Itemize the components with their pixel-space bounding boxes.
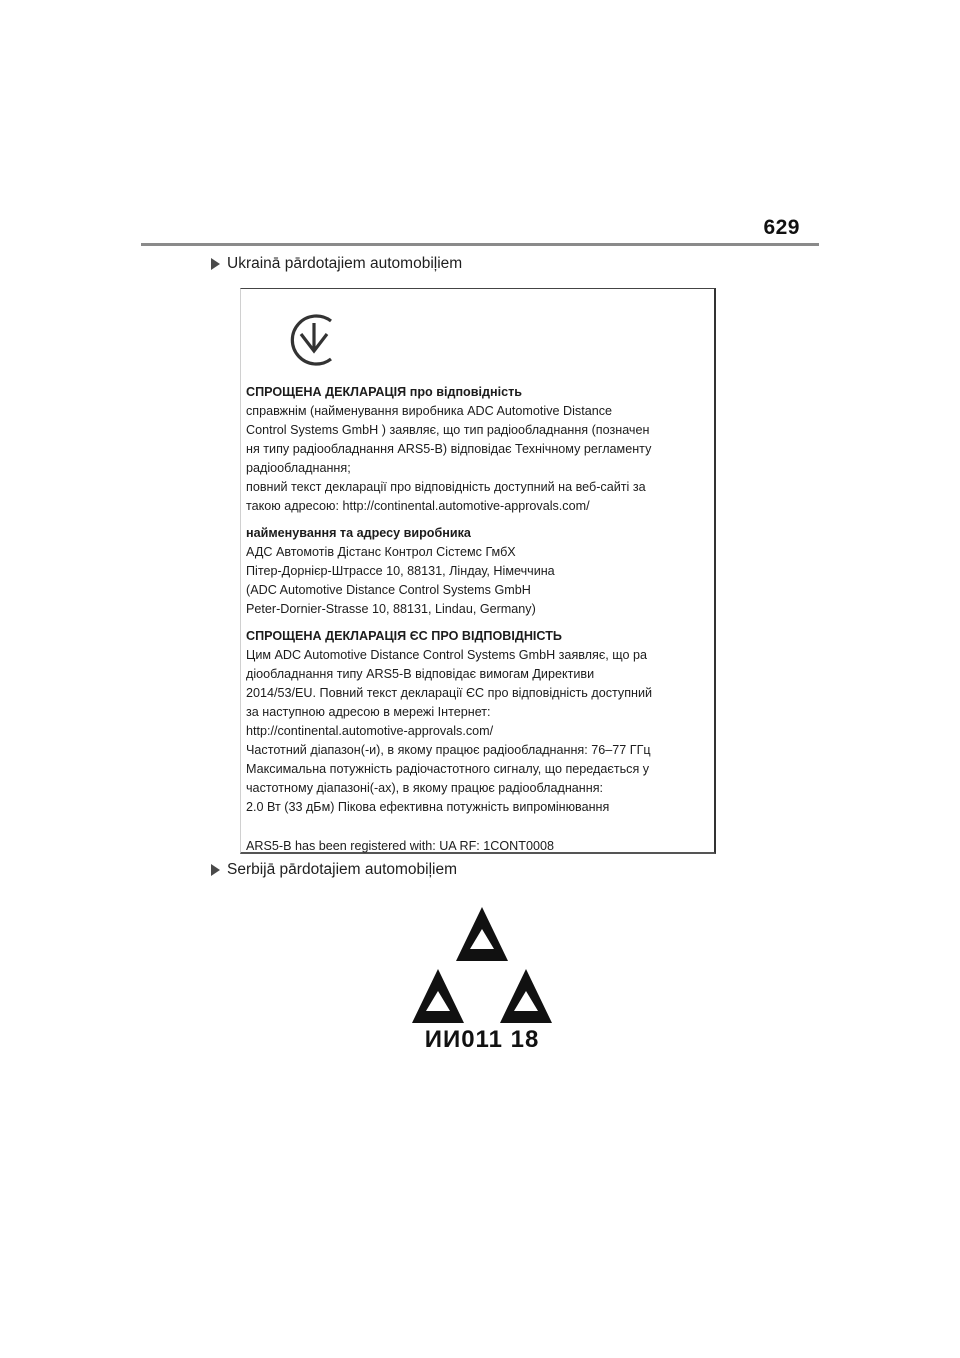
manufacturer-line: (ADC Automotive Distance Control Systems GmbH [246, 583, 531, 597]
page-number: 629 [763, 216, 800, 239]
section-heading-serbia-text: Serbijā pārdotajiem automobiļiem [227, 861, 458, 878]
declaration-line: справжнім (найменування виробника ADC Automotive Distance [246, 404, 613, 418]
section-heading-ukraine-text: Ukrainā pārdotajiem automobiļiem [227, 255, 463, 272]
declaration-box [240, 288, 716, 854]
eu-line: Максимальна потужність радіочастотного сигналу, що передається у [246, 762, 650, 776]
registration-line: ARS5-B has been registered with: UA RF: 1CONT0008 [246, 839, 554, 853]
declaration-title: СПРОЩЕНА ДЕКЛАРАЦІЯ про відповідність [246, 385, 523, 399]
declaration-line: Control Systems GmbH ) заявляє, що тип радіообладнання (позначен [246, 423, 650, 437]
declaration-text [246, 383, 716, 856]
ukraine-conformity-mark-icon [283, 309, 345, 371]
header-rule [141, 243, 819, 246]
eu-line: 2014/53/EU. Повний текст декларації ЄС про відповідність доступний [246, 686, 653, 700]
eu-declaration-heading: СПРОЩЕНА ДЕКЛАРАЦІЯ ЄС ПРО ВІДПОВІДНІСТЬ [246, 629, 562, 643]
eu-line: Частотний діапазон(-и), в якому працює радіообладнання: 76–77 ГГц [246, 743, 651, 757]
manufacturer-heading: найменування та адресу виробника [246, 526, 471, 540]
manufacturer-line: Пітер-Дорнієр-Штрассе 10, 88131, Ліндау, Німеччина [246, 564, 555, 578]
eu-line: Цим ADC Automotive Distance Control Systems GmbH заявляє, що ра [246, 648, 647, 662]
declaration-line: повний текст декларації про відповідність доступний на веб-сайті за [246, 480, 646, 494]
eu-line: діообладнання типу ARS5-B відповідає вимогам Директиви [246, 667, 595, 681]
manufacturer-line: АДС Автомотів Дістанс Контрол Сістемс ГмбХ [246, 545, 516, 559]
section-heading-serbia [211, 860, 457, 880]
eu-line: 2.0 Вт (33 дБм) Пікова ефективна потужність випромінювання [246, 800, 610, 814]
eu-line: http://continental.automotive-approvals.com/ [246, 724, 494, 738]
section-heading-ukraine [211, 254, 462, 274]
manufacturer-line: Peter-Dornier-Strasse 10, 88131, Lindau, Germany) [246, 602, 536, 616]
declaration-line: такою адресою: http://continental.automotive-approvals.com/ [246, 499, 590, 513]
arrow-right-icon [211, 258, 220, 270]
declaration-line: радіообладнання; [246, 461, 351, 475]
arrow-right-icon [211, 864, 220, 876]
eu-line: частотному діапазоні(-ах), в якому працює радіообладнання: [246, 781, 604, 795]
eu-line: за наступною адресою в мережі Інтернет: [246, 705, 491, 719]
serbia-certification-code: ИИ011 18 [424, 1026, 540, 1053]
declaration-line: ня типу радіообладнання ARS5-B) відповідає Технічному регламенту [246, 442, 652, 456]
